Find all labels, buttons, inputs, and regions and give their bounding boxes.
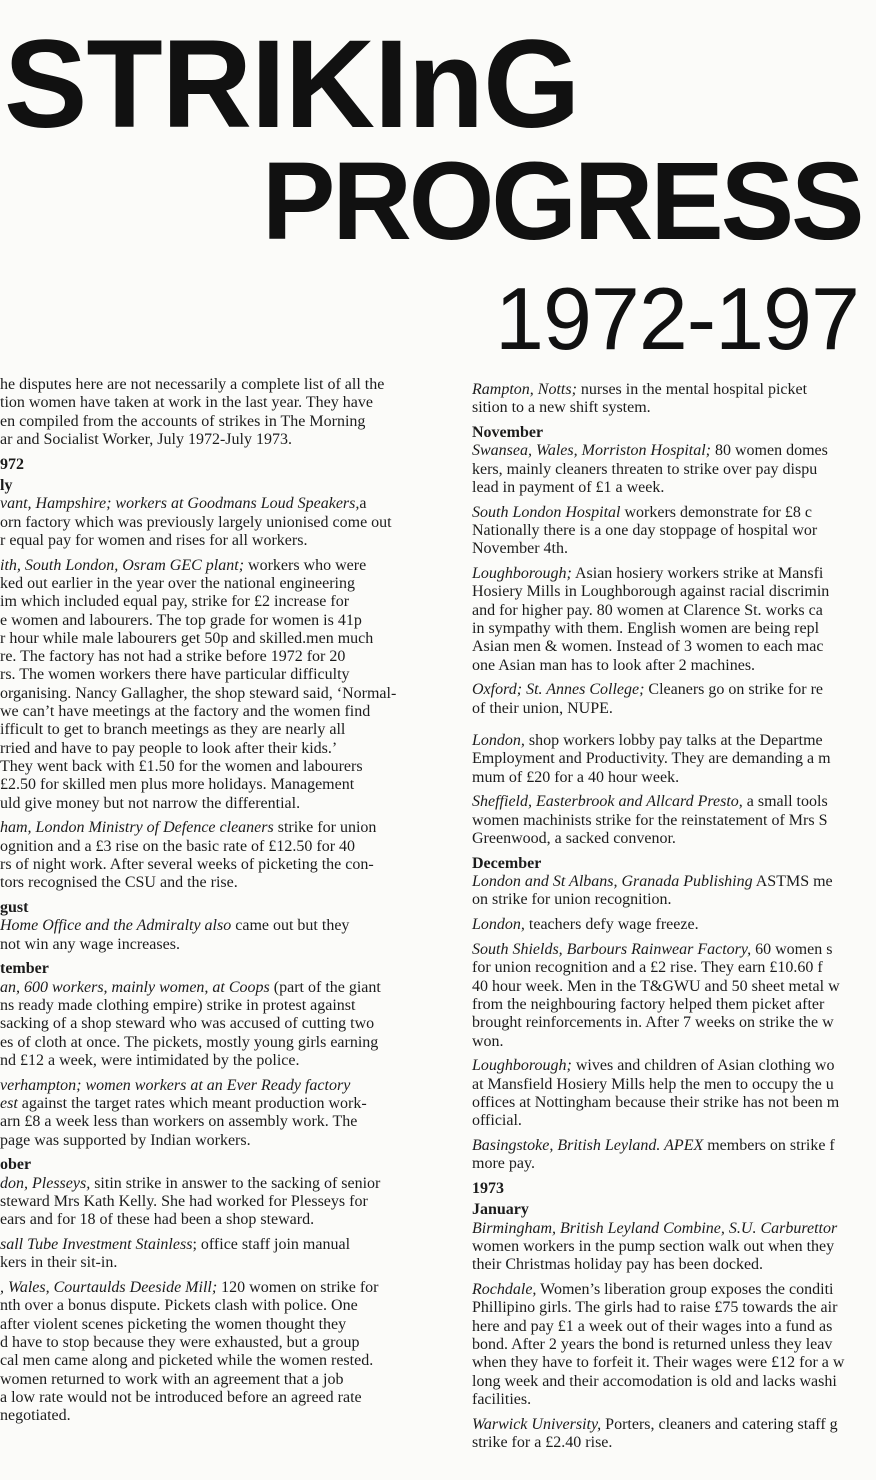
strike-entry <box>0 1077 452 1150</box>
text-line <box>0 979 452 997</box>
text-line <box>0 936 452 954</box>
text-line <box>472 424 872 442</box>
text-line <box>0 495 452 513</box>
text-line <box>472 1057 872 1075</box>
text-line <box>472 479 872 497</box>
text-line <box>0 648 452 666</box>
place-name: sall Tube Investment Stainless <box>0 1236 193 1254</box>
entry-text: members on strike f <box>703 1136 835 1154</box>
place-name: Rampton, Notts; <box>472 381 577 398</box>
text-line <box>0 1297 452 1315</box>
text-line <box>0 575 452 593</box>
entry-text: of their union, NUPE. <box>472 699 613 717</box>
text-line <box>0 413 452 431</box>
entry-text: (part of the giant <box>269 978 381 996</box>
place-name: an, 600 workers, mainly women, at Coops <box>0 978 270 996</box>
text-line <box>0 514 452 532</box>
strike-entry <box>0 917 452 954</box>
entry-text: 80 women domes <box>710 442 828 460</box>
text-line <box>472 461 872 479</box>
entry-text: 120 women on strike for <box>217 1279 379 1297</box>
entry-text: sitin strike in answer to the sacking of senior <box>90 1174 381 1192</box>
strike-entry <box>472 681 872 718</box>
entry-text: won. <box>472 1032 504 1050</box>
entry-text: November 4th. <box>472 540 568 558</box>
entry-text: steward Mrs Kath Kelly. She had worked for Plesseys for <box>0 1192 368 1210</box>
text-line <box>0 721 452 739</box>
text-line <box>472 540 872 558</box>
text-line <box>0 1175 452 1193</box>
entry-text: lead in payment of £1 a week. <box>472 478 665 496</box>
strike-entry <box>472 793 872 848</box>
entry-text: ognition and a £3 rise on the basic rate of £12.50 for 40 <box>0 837 356 855</box>
text-line <box>0 1407 452 1425</box>
text-line <box>472 978 872 996</box>
place-name: London, <box>472 916 525 934</box>
text-line <box>472 812 872 830</box>
text-line <box>472 1155 872 1173</box>
entry-text: a low rate would not be introduced before an agreed rate <box>0 1388 362 1406</box>
entry-text: mum of £20 for a 40 hour week. <box>472 768 680 786</box>
section-heading <box>0 960 452 978</box>
text-line <box>472 855 872 873</box>
entry-text: ASTMS me <box>752 873 833 891</box>
entry-text: r equal pay for women and rises for all workers. <box>0 531 308 549</box>
text-line <box>472 522 872 540</box>
entry-text: Cleaners go on strike for re <box>644 681 824 699</box>
place-name: verhampton; women workers at an Ever Ready factory <box>0 1076 351 1094</box>
entry-text: ns ready made clothing empire) strike in protest against <box>0 997 356 1014</box>
text-line <box>472 1112 872 1130</box>
text-line <box>472 1281 872 1299</box>
text-line <box>0 666 452 684</box>
strike-entry <box>472 873 872 910</box>
text-line <box>0 1113 452 1131</box>
text-line <box>472 700 872 718</box>
entry-text: Hosiery Mills in Loughborough against racial discrimin <box>472 583 830 601</box>
text-line <box>472 1180 872 1198</box>
entry-text: gust <box>0 899 29 917</box>
text-line <box>472 1201 872 1219</box>
text-line <box>472 1220 872 1238</box>
text-line <box>0 1389 452 1407</box>
text-line <box>0 758 452 776</box>
place-name: ham, London Ministry of Defence cleaners <box>0 819 274 837</box>
text-line <box>0 1352 452 1370</box>
section-heading <box>0 477 452 495</box>
text-line <box>0 1316 452 1334</box>
strike-entry <box>0 495 452 550</box>
entry-text: cal men came along and picketed while the women rested. <box>0 1352 374 1370</box>
text-line <box>472 916 872 934</box>
entry-text: for union recognition and a £2 rise. They earn £10.60 f <box>472 959 823 977</box>
strike-entry <box>472 1220 872 1275</box>
entry-text: arn £8 a week less than workers on assembly work. The <box>0 1113 358 1131</box>
entry-text: strike for a £2.40 rise. <box>472 1433 613 1451</box>
place-name: Sheffield, Easterbrook and Allcard Presto, <box>472 793 743 811</box>
entry-text: teachers defy wage freeze. <box>524 916 699 934</box>
text-line <box>472 1336 872 1354</box>
entry-text: ober <box>0 1156 32 1174</box>
section-heading <box>472 1180 872 1198</box>
text-line <box>0 776 452 794</box>
text-line <box>0 1279 452 1297</box>
text-line <box>472 399 872 417</box>
strike-entry <box>0 1236 452 1273</box>
text-line <box>0 1211 452 1229</box>
entry-text: he disputes here are not necessarily a complete list of all the <box>0 376 385 393</box>
text-line <box>0 532 452 550</box>
text-line <box>0 1156 452 1174</box>
text-line <box>0 431 452 449</box>
text-line <box>0 557 452 575</box>
entry-text: tember <box>0 960 49 978</box>
text-line <box>472 1238 872 1256</box>
entry-text: Phillipino girls. The girls had to raise £75 towards the air <box>472 1299 838 1317</box>
text-line <box>472 996 872 1014</box>
section-heading <box>0 899 452 917</box>
place-name: Loughborough; <box>472 565 572 583</box>
strike-entry <box>472 1416 872 1453</box>
text-line <box>472 1033 872 1051</box>
place-name: est <box>0 1094 18 1112</box>
text-line <box>0 874 452 892</box>
entry-text: ears and for 18 of these had been a shop steward. <box>0 1211 315 1229</box>
entry-text: im which included equal pay, strike for £2 increase for <box>0 593 350 611</box>
place-name: Home Office and the Admiralty also <box>0 917 232 935</box>
entry-text: a <box>359 495 367 513</box>
text-line <box>0 1077 452 1095</box>
entry-text: tors recognised the CSU and the rise. <box>0 874 238 892</box>
entry-text: ly <box>0 476 13 494</box>
strike-entry <box>0 557 452 813</box>
strike-entry <box>0 1279 452 1425</box>
place-name: Loughborough; <box>472 1057 572 1075</box>
entry-text: women returned to work with an agreement that a job <box>0 1370 344 1388</box>
text-line <box>0 1254 452 1272</box>
text-line <box>0 1236 452 1254</box>
entry-text: d have to stop because they were exhausted, but a group <box>0 1334 360 1352</box>
entry-text: Asian men & women. Instead of 3 women to each mac <box>472 638 824 656</box>
entry-text: in sympathy with them. English women are being repl <box>472 620 820 638</box>
text-line <box>472 1318 872 1336</box>
text-line <box>472 1137 872 1155</box>
text-line <box>472 1354 872 1372</box>
text-line <box>472 873 872 891</box>
text-line <box>472 638 872 656</box>
text-line <box>472 830 872 848</box>
entry-text: r hour while male labourers get 50p and skilled.men much <box>0 629 374 647</box>
place-name: South Shields, Barbours Rainwear Factory, <box>472 941 752 959</box>
text-line <box>472 750 872 768</box>
entry-text: negotiated. <box>0 1407 71 1425</box>
text-line <box>472 1373 872 1391</box>
section-heading <box>0 1156 452 1174</box>
entry-text: rs. The women workers there have particular difficulty <box>0 666 350 684</box>
entry-text: 60 women s <box>751 941 833 959</box>
strike-entry <box>472 732 872 787</box>
text-line <box>0 960 452 978</box>
entry-text: official. <box>472 1112 522 1130</box>
place-name: Oxford; St. Annes College; <box>472 681 645 699</box>
text-line <box>472 891 872 909</box>
text-line <box>0 838 452 856</box>
place-name: Basingstoke, British Leyland. APEX <box>472 1136 704 1154</box>
text-line <box>0 1371 452 1389</box>
section-heading <box>472 424 872 442</box>
strike-entry <box>472 565 872 675</box>
entry-text: workers demonstrate for £8 c <box>620 503 812 521</box>
text-line <box>472 1391 872 1409</box>
text-line <box>0 376 452 394</box>
entry-text: Asian hosiery workers strike at Mansfi <box>571 565 824 583</box>
text-line <box>0 1095 452 1113</box>
entry-text: here and pay £1 a week out of their wages into a fund as <box>472 1317 833 1335</box>
strike-entry <box>472 442 872 497</box>
text-line <box>0 740 452 758</box>
entry-text: nurses in the mental hospital picket <box>576 381 808 398</box>
strike-entry <box>472 941 872 1051</box>
entry-text: their Christmas holiday pay has been docked. <box>472 1256 764 1274</box>
text-line <box>472 442 872 460</box>
headline-striking: STRIKInG <box>4 15 580 154</box>
text-line <box>0 1132 452 1150</box>
entry-text: Nationally there is a one day stoppage of hospital wor <box>472 522 818 540</box>
text-line <box>472 769 872 787</box>
entry-text: came out but they <box>231 917 350 935</box>
text-line <box>0 795 452 813</box>
entry-text: 972 <box>0 455 24 473</box>
strike-entry <box>472 1057 872 1130</box>
text-line <box>0 997 452 1015</box>
entry-text: from the neighbouring factory helped them picket after <box>472 995 825 1013</box>
entry-text: organising. Nancy Gallagher, the shop steward said, ‘Normal- <box>0 684 397 702</box>
text-line <box>472 1416 872 1434</box>
text-line <box>0 1034 452 1052</box>
text-line <box>0 819 452 837</box>
text-line <box>472 793 872 811</box>
entry-text: sition to a new shift system. <box>472 399 651 417</box>
text-line <box>0 1052 452 1070</box>
entry-text: when they have to forfeit it. Their wages were £12 for a w <box>472 1354 845 1372</box>
entry-text: orn factory which was previously largely unionised come out <box>0 513 392 531</box>
place-name: London, <box>472 732 525 750</box>
entry-text: December <box>472 854 542 872</box>
text-line <box>0 703 452 721</box>
text-line <box>472 620 872 638</box>
entry-text: nd £12 a week, were intimidated by the police. <box>0 1051 300 1069</box>
text-line <box>472 1299 872 1317</box>
strike-entry <box>472 1137 872 1174</box>
strike-entry <box>0 819 452 892</box>
entry-text: es of cloth at once. The pickets, mostly young girls earning <box>0 1033 379 1051</box>
entry-text: 40 hour week. Men in the T&GWU and 50 sheet metal w <box>472 977 840 995</box>
text-line <box>472 1076 872 1094</box>
place-name: South London Hospital <box>472 503 621 521</box>
entry-text: not win any wage increases. <box>0 935 180 953</box>
entry-text: facilities. <box>472 1390 532 1408</box>
entry-text: ar and Socialist Worker, July 1972-July 1973. <box>0 430 292 448</box>
text-line <box>0 1193 452 1211</box>
entry-text: tion women have taken at work in the last year. They have <box>0 394 373 412</box>
text-line <box>472 959 872 977</box>
entry-text: rs of night work. After several weeks of picketing the con- <box>0 855 374 873</box>
text-line <box>472 504 872 522</box>
entry-text: £2.50 for skilled men plus more holidays. Management <box>0 776 355 794</box>
strike-entry <box>0 376 452 449</box>
headline-progress: PROGRESS <box>262 140 862 263</box>
place-name: Warwick University, <box>472 1415 602 1433</box>
entry-text: ; office staff join manual <box>192 1236 351 1254</box>
text-line <box>472 1256 872 1274</box>
text-line <box>472 732 872 750</box>
entry-text: e women and labourers. The top grade for women is 41p <box>0 611 362 629</box>
entry-text: kers in their sit-in. <box>0 1254 118 1272</box>
section-heading <box>472 855 872 873</box>
entry-text: Greenwood, a sacked convenor. <box>472 830 676 848</box>
text-line <box>0 1334 452 1352</box>
entry-text: kers, mainly cleaners threaten to strike over pay dispu <box>472 460 818 478</box>
entry-text: at Mansfield Hosiery Mills help the men to occupy the u <box>472 1075 834 1093</box>
text-line <box>0 477 452 495</box>
entry-text: ifficult to get to branch meetings as they are nearly all <box>0 721 346 739</box>
section-heading <box>0 456 452 474</box>
text-line <box>0 899 452 917</box>
entry-text: workers who were <box>244 556 367 574</box>
text-line <box>472 1434 872 1452</box>
entry-text: long week and their accomodation is old and lacks washi <box>472 1372 837 1390</box>
entry-text: ked out earlier in the year over the national engineering <box>0 574 355 592</box>
place-name: London and St Albans, Granada Publishing <box>472 873 753 891</box>
entry-text: Porters, cleaners and catering staff g <box>601 1415 838 1433</box>
text-line <box>0 917 452 935</box>
text-line <box>0 593 452 611</box>
text-line <box>472 1094 872 1112</box>
entry-text: uld give money but not narrow the differential. <box>0 794 301 812</box>
entry-text: brought reinforcements in. After 7 weeks on strike the w <box>472 1014 834 1032</box>
text-line <box>472 657 872 675</box>
place-name: Swansea, Wales, Morriston Hospital; <box>472 442 711 460</box>
entry-text: strike for union <box>273 819 377 837</box>
text-line <box>0 456 452 474</box>
text-line <box>0 394 452 412</box>
place-name: Rochdale, <box>472 1281 537 1299</box>
entry-text: sacking of a shop steward who was accused of cutting two <box>0 1015 375 1033</box>
entry-text: rried and have to pay people to look after their kids.’ <box>0 739 338 757</box>
text-line <box>472 583 872 601</box>
text-line <box>472 565 872 583</box>
text-line <box>0 1015 452 1033</box>
text-line <box>0 685 452 703</box>
entry-text: after violent scenes picketing the women thought they <box>0 1315 347 1333</box>
strike-entry <box>0 1175 452 1230</box>
section-heading <box>472 1201 872 1219</box>
entry-text: more pay. <box>472 1155 535 1173</box>
text-line <box>0 612 452 630</box>
entry-text: They went back with £1.50 for the women and labourers <box>0 757 363 775</box>
entry-text: nth over a bonus dispute. Pickets clash with police. One <box>0 1297 358 1315</box>
entry-text: on strike for union recognition. <box>472 891 672 909</box>
strike-entry <box>472 381 872 418</box>
entry-text: Employment and Productivity. They are demanding a m <box>472 750 831 768</box>
place-name: ith, South London, Osram GEC plant; <box>0 556 245 574</box>
entry-text: re. The factory has not had a strike before 1972 for 20 <box>0 648 346 666</box>
place-name: vant, Hampshire; workers at Goodmans Loud Speakers, <box>0 495 360 513</box>
entry-text: and for higher pay. 80 women at Clarence St. works ca <box>472 601 823 619</box>
entry-text: 1973 <box>472 1180 504 1198</box>
text-line <box>0 856 452 874</box>
strike-entry <box>472 504 872 559</box>
right-article-column <box>472 381 872 1459</box>
entry-text: shop workers lobby pay talks at the Departme <box>524 732 823 750</box>
entry-text: we can’t have meetings at the factory and the women find <box>0 703 371 721</box>
headline-years: 1972-197 <box>495 269 859 368</box>
place-name: don, Plesseys, <box>0 1174 91 1192</box>
text-line <box>472 602 872 620</box>
text-line <box>472 381 872 399</box>
entry-text: a small tools <box>742 793 828 811</box>
strike-entry <box>0 979 452 1070</box>
entry-text: bond. After 2 years the bond is returned unless they leav <box>472 1335 833 1353</box>
left-article-column <box>0 376 452 1432</box>
entry-text: women workers in the pump section walk out when they <box>472 1237 835 1255</box>
entry-text: against the target rates which meant production work- <box>17 1094 367 1112</box>
place-name: Birmingham, British Leyland Combine, S.U. Carburettor <box>472 1219 838 1237</box>
entry-text: January <box>472 1201 529 1219</box>
strike-entry <box>472 916 872 934</box>
entry-text: women machinists strike for the reinstatement of Mrs S <box>472 811 828 829</box>
entry-text: November <box>472 424 544 442</box>
place-name: , Wales, Courtaulds Deeside Mill; <box>0 1279 218 1297</box>
entry-text: en compiled from the accounts of strikes in The Morning <box>0 412 366 430</box>
entry-text: Women’s liberation group exposes the conditi <box>536 1281 834 1299</box>
entry-text: offices at Nottingham because their strike has not been m <box>472 1093 840 1111</box>
text-line <box>0 630 452 648</box>
entry-text: page was supported by Indian workers. <box>0 1131 251 1149</box>
text-line <box>472 1014 872 1032</box>
entry-text: wives and children of Asian clothing wo <box>571 1057 835 1075</box>
strike-entry <box>472 1281 872 1409</box>
text-line <box>472 941 872 959</box>
entry-text: one Asian man has to look after 2 machines. <box>472 656 756 674</box>
text-line <box>472 681 872 699</box>
